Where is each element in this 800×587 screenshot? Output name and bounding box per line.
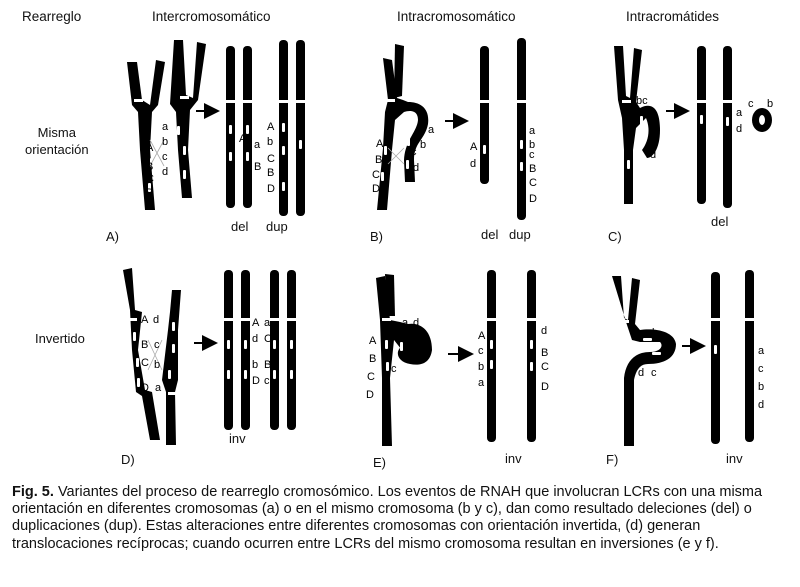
panel-label-a: A) — [106, 229, 119, 244]
result-label-a-dup: dup — [266, 219, 288, 234]
svg-text:C: C — [372, 169, 380, 181]
svg-text:d: d — [758, 399, 765, 411]
svg-text:b: b — [420, 139, 427, 151]
svg-text:d: d — [162, 166, 169, 178]
svg-text:c: c — [154, 339, 160, 351]
svg-text:d: d — [736, 123, 743, 135]
result-label-b-dup: dup — [509, 227, 531, 242]
caption-text: Variantes del proceso de rearreglo cromosómico. Los eventos de RNAH que involucran LCRs con una misma orientación en diferentes cromosomas (a) o en el mismo cromosoma (b y c), dan como resultado deleciones (del) o duplicaciones (dup). Estas alteraciones entre diferentes cromosomas con orientación invertida, (d) generan translocaciones recíprocas; cuando ocurren entre LCRs del mismo cromosoma resultan en inversiones (e y f). — [12, 484, 763, 552]
svg-text:C: C — [529, 177, 537, 189]
svg-text:c: c — [624, 142, 630, 154]
svg-text:c: c — [411, 146, 417, 158]
svg-text:D: D — [372, 183, 380, 195]
svg-text:D: D — [146, 187, 154, 199]
svg-text:C: C — [141, 357, 149, 369]
panel-b-drawing — [372, 38, 537, 220]
panel-d-drawing — [123, 268, 296, 445]
svg-text:a: a — [162, 121, 169, 133]
svg-text:d: d — [541, 325, 548, 337]
panel-c-drawing — [614, 46, 773, 208]
svg-text:d: d — [413, 317, 420, 329]
panel-f-drawing — [612, 270, 765, 446]
svg-text:A: A — [369, 335, 377, 347]
svg-text:c: c — [264, 375, 270, 387]
header-rearreglo: Rearreglo — [22, 9, 82, 24]
svg-text:b: b — [758, 381, 765, 393]
svg-text:d: d — [470, 158, 477, 170]
svg-text:a: a — [254, 139, 261, 151]
row-label-invertido: Invertido — [35, 331, 85, 346]
result-label-b-del: del — [481, 227, 499, 242]
svg-text:C: C — [264, 333, 272, 345]
svg-text:d: d — [252, 333, 259, 345]
svg-text:A: A — [146, 142, 154, 154]
panel-label-e: E) — [373, 455, 386, 470]
svg-text:A: A — [252, 317, 260, 329]
svg-text:D: D — [141, 382, 149, 394]
row-label-misma-orientacion: Misma orientación — [25, 125, 89, 157]
svg-text:d: d — [650, 149, 657, 161]
svg-text:b: b — [154, 359, 161, 371]
svg-text:A: A — [141, 314, 149, 326]
svg-text:B: B — [541, 347, 549, 359]
svg-text:b: b — [767, 98, 774, 110]
svg-text:a: a — [155, 382, 162, 394]
svg-text:a: a — [478, 377, 485, 389]
panel-e-drawing — [366, 270, 549, 446]
svg-text:C: C — [367, 371, 375, 383]
figure-caption — [12, 484, 782, 553]
svg-text:b: b — [252, 359, 259, 371]
header-intercromosomatico: Intercromosomático — [152, 9, 271, 24]
svg-text:c: c — [748, 98, 754, 110]
svg-text:D: D — [541, 381, 549, 393]
svg-text:a: a — [402, 317, 409, 329]
svg-text:C: C — [267, 153, 275, 165]
svg-text:c: c — [162, 151, 168, 163]
svg-text:d: d — [153, 314, 160, 326]
header-intracromatides: Intracromátides — [626, 9, 720, 24]
svg-text:c: c — [529, 149, 535, 161]
svg-text:B: B — [369, 353, 377, 365]
svg-text:a: a — [758, 345, 765, 357]
svg-text:a: a — [264, 317, 271, 329]
panel-a-drawing — [127, 40, 305, 216]
svg-text:B: B — [254, 161, 262, 173]
svg-text:a: a — [636, 327, 643, 339]
svg-text:B: B — [146, 161, 154, 173]
svg-text:b: b — [162, 136, 169, 148]
panel-label-d: D) — [121, 452, 135, 467]
svg-text:a: a — [428, 124, 435, 136]
svg-text:B: B — [141, 339, 149, 351]
svg-text:A: A — [478, 330, 486, 342]
svg-text:D: D — [267, 183, 275, 195]
svg-text:bc: bc — [636, 95, 648, 107]
svg-text:b: b — [478, 361, 485, 373]
svg-text:A: A — [470, 141, 478, 153]
svg-text:B: B — [264, 359, 272, 371]
svg-text:a: a — [529, 125, 536, 137]
svg-text:A: A — [376, 138, 384, 150]
panel-label-c: C) — [608, 229, 622, 244]
header-intracromosomatico: Intracromosomático — [397, 9, 516, 24]
svg-text:D: D — [252, 375, 260, 387]
panel-label-b: B) — [370, 229, 383, 244]
caption-prefix: Fig. 5. — [12, 484, 54, 500]
svg-text:d: d — [638, 367, 645, 379]
svg-text:c: c — [478, 345, 484, 357]
svg-text:c: c — [758, 363, 764, 375]
result-label-d-inv: inv — [229, 431, 246, 446]
svg-text:D: D — [529, 193, 537, 205]
panel-label-f: F) — [606, 452, 619, 467]
result-label-a-del: del — [231, 219, 249, 234]
svg-text:b: b — [267, 136, 274, 148]
svg-text:A: A — [239, 133, 247, 145]
svg-text:C: C — [541, 361, 549, 373]
svg-text:b: b — [416, 348, 423, 360]
svg-text:D: D — [366, 389, 374, 401]
svg-text:C: C — [146, 173, 154, 185]
svg-text:b: b — [529, 139, 536, 151]
svg-text:b: b — [652, 327, 659, 339]
svg-text:c: c — [651, 367, 657, 379]
svg-text:B: B — [375, 154, 383, 166]
svg-text:a: a — [736, 107, 743, 119]
result-label-f-inv: inv — [726, 451, 743, 466]
svg-text:B: B — [267, 167, 275, 179]
svg-text:d: d — [413, 162, 420, 174]
svg-text:B: B — [529, 163, 537, 175]
svg-text:A: A — [267, 121, 275, 133]
result-label-e-inv: inv — [505, 451, 522, 466]
svg-text:c: c — [391, 363, 397, 375]
result-label-c-del: del — [711, 214, 729, 229]
